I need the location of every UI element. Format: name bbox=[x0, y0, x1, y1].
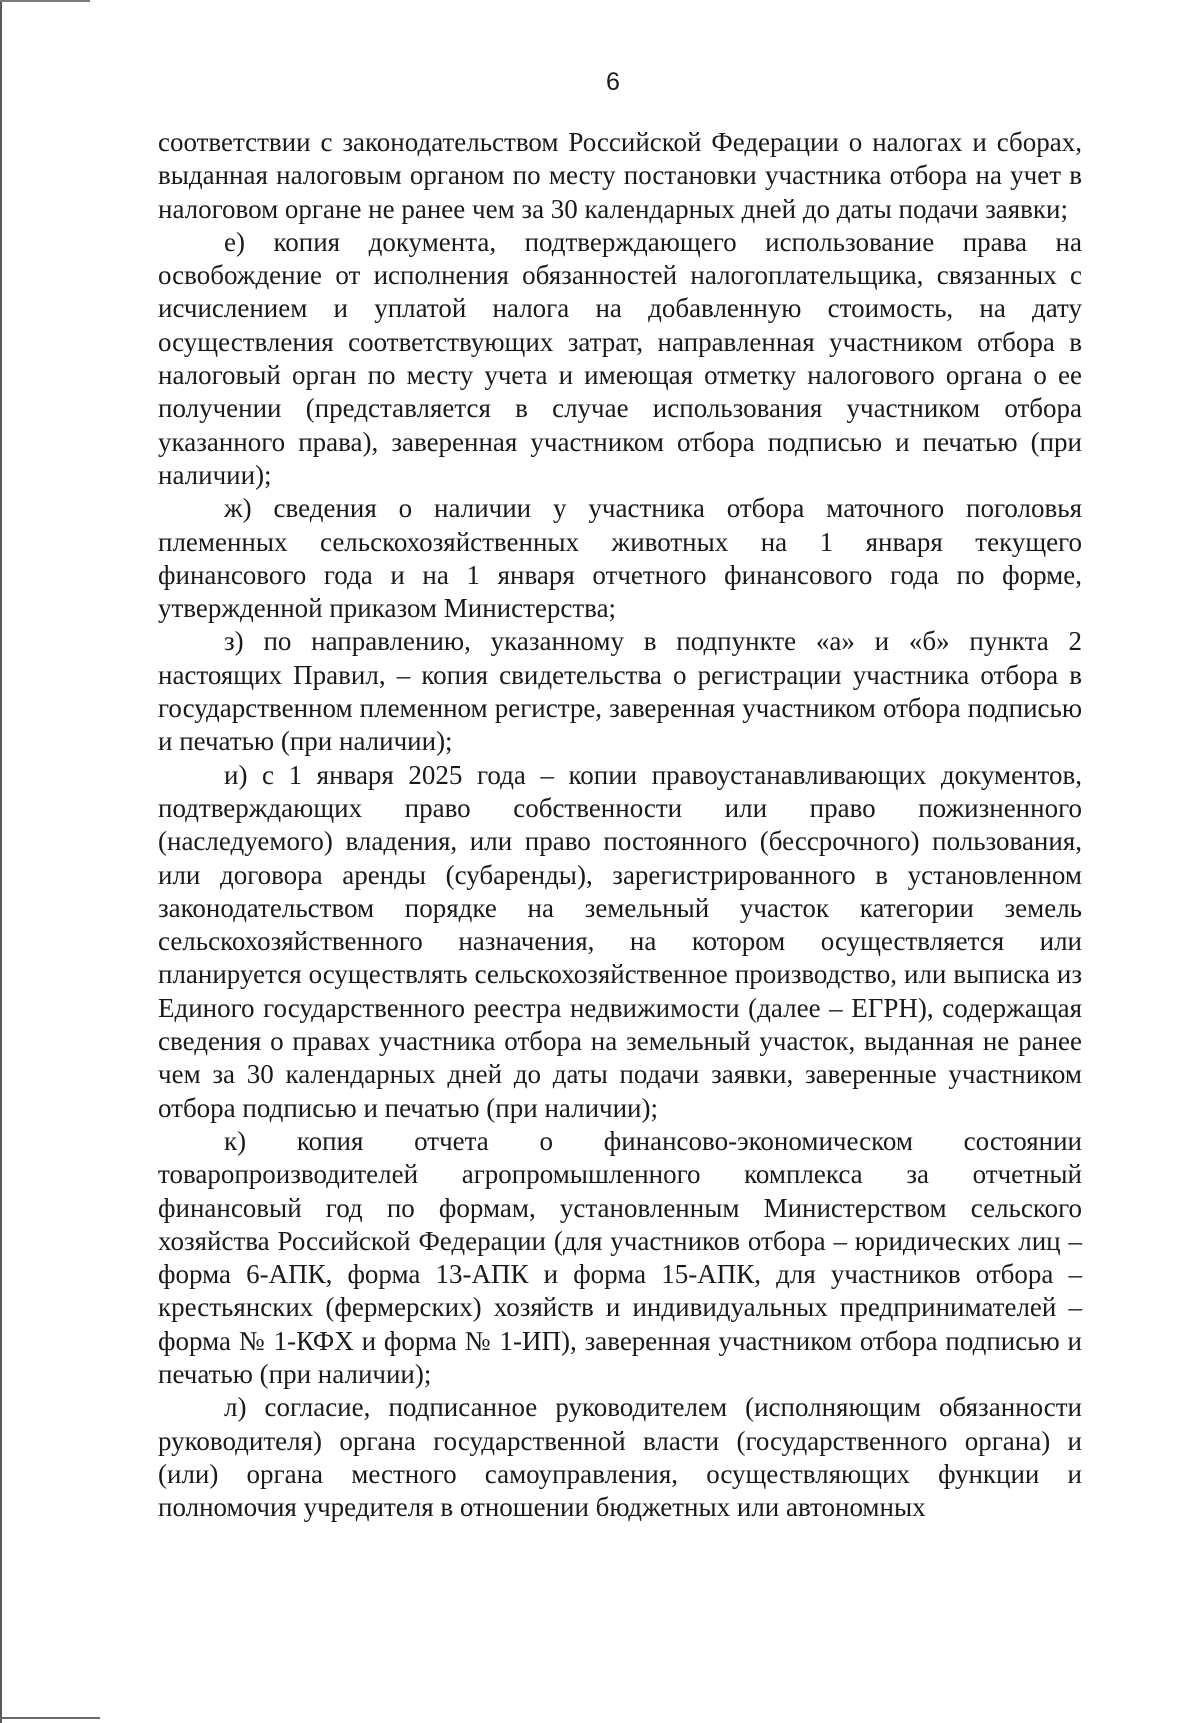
page-number: 6 bbox=[606, 68, 620, 96]
scan-edge-left bbox=[0, 0, 2, 1723]
scan-edge-top bbox=[0, 0, 90, 2]
document-body bbox=[158, 126, 1082, 1524]
paragraph-item-k: к) копия отчета о финансово-экономическом состоянии товаропроизводителей агропромышленного комплекса за отчетный финансовый год по формам, установленным Министерством сельского хозяйства Российской Федерации (для участников отбора – юридических лиц – форма 6-АПК, форма 13-АПК и форма 15-АПК, для участников отбора – крестьянских (фермерских) хозяйств и индивидуальных предпринимателей – форма № 1-КФХ и форма № 1-ИП), заверенная участником отбора подписью и печатью (при наличии); bbox=[158, 1125, 1082, 1389]
paragraph-item-l: л) согласие, подписанное руководителем (исполняющим обязанности руководителя) органа государственной власти (государственного органа) и (или) органа местного самоуправления, осуществляющих функции и полномочия учредителя в отношении бюджетных или автономных bbox=[158, 1392, 1082, 1523]
scan-edge-bottom bbox=[0, 1717, 100, 1719]
paragraph-item-i: и) с 1 января 2025 года – копии правоустанавливающих документов, подтверждающих право собственности или право пожизненного (наследуемого) владения, или право постоянного (бессрочного) пользования, или договора аренды (субаренды), зарегистрированного в установленном законодательством порядке на земельный участок категории земель сельскохозяйственного назначения, на котором осуществляется или планируется осуществлять сельскохозяйственное производство, или выписка из Единого государственного реестра недвижимости (далее – ЕГРН), содержащая сведения о правах участника отбора на земельный участок, выданная не ранее чем за 30 календарных дней до даты подачи заявки, заверенные участником отбора подписью и печатью (при наличии); bbox=[158, 759, 1082, 1123]
paragraph-item-zh: ж) сведения о наличии у участника отбора маточного поголовья племенных сельскохозяйственных животных на 1 января текущего финансового года и на 1 января отчетного финансового года по форме, утвержденной приказом Министерства; bbox=[158, 493, 1082, 624]
paragraph-continuation: соответствии с законодательством Российской Федерации о налогах и сборах, выданная налоговым органом по месту постановки участника отбора на учет в налоговом органе не ранее чем за 30 календарных дней до даты подачи заявки; bbox=[158, 127, 1082, 224]
paragraph-item-e: е) копия документа, подтверждающего использование права на освобождение от исполнения обязанностей налогоплательщика, связанных с исчислением и уплатой налога на добавленную стоимость, на дату осуществления соответствующих затрат, направленная участником отбора в налоговый орган по месту учета и имеющая отметку налогового органа о ее получении (представляется в случае использования участником отбора указанного права), заверенная участником отбора подписью и печатью (при наличии); bbox=[158, 226, 1082, 490]
paragraph-item-z: з) по направлению, указанному в подпункте «а» и «б» пункта 2 настоящих Правил, – копия свидетельства о регистрации участника отбора в государственном племенном регистре, заверенная участником отбора подписью и печатью (при наличии); bbox=[158, 626, 1082, 757]
